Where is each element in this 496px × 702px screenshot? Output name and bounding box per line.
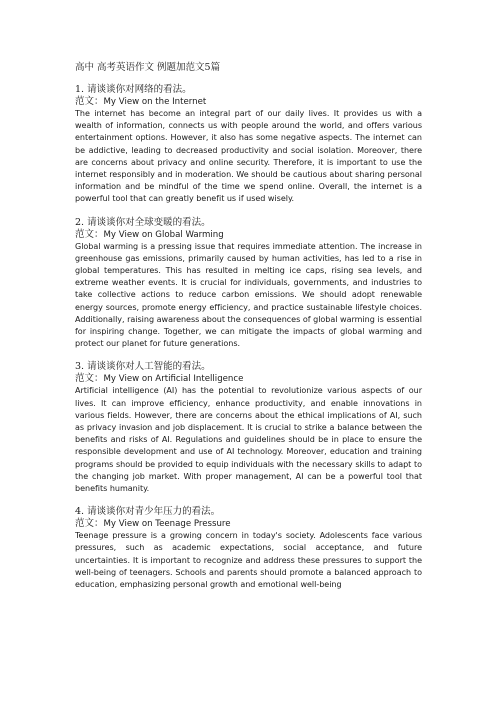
- essay-2: [75, 217, 422, 351]
- essay-heading: [75, 373, 422, 385]
- essay-1: [75, 84, 422, 206]
- essay-heading: [75, 229, 422, 241]
- essay-list: [75, 84, 422, 602]
- fanwen-label: 范文：: [75, 96, 104, 107]
- document-title: 高中 高考英语作文 例题加范文5篇: [75, 62, 221, 73]
- essay-body: Artificial intelligence (AI) has the potential to revolutionize various aspects of our lives. It can improve efficiency, enhance productivity, and enable innovations in various fields. However, there are concerns about the ethical implications of AI, such as privacy invasion and job displacement. It is crucial to strike a balance between the benefits and risks of AI. Regulations and guidelines should be in place to ensure the responsible development and use of AI technology. Moreover, education and training programs should be provided to equip individuals with the necessary skills to adapt to the changing job market. With proper management, AI can be a powerful tool that benefits humanity.: [75, 386, 422, 494]
- essay-question: 2. 请谈谈你对全球变暖的看法。: [75, 216, 211, 228]
- essay-3: [75, 361, 422, 495]
- fanwen-label: 范文：: [75, 228, 104, 240]
- essay-question: 4. 请谈谈你对青少年压力的看法。: [75, 506, 221, 518]
- essay-question: 1. 请谈谈你对网络的看法。: [75, 84, 192, 95]
- fanwen-label: 范文：: [75, 518, 104, 530]
- essay-heading: [75, 96, 422, 108]
- essay-question: 3. 请谈谈你对人工智能的看法。: [75, 361, 211, 373]
- essay-title: My View on Artificial Intelligence: [103, 374, 244, 385]
- essay-body: Teenage pressure is a growing concern in today's society. Adolescents face various pressures, such as academic expectations, social acceptance, and future uncertainties. It is important to recognize and address these pressures to support the well-being of teenagers. Schools and parents should promote a balanced approach to education, emphasizing personal growth and emotional well-being: [75, 531, 422, 590]
- essay-title: My View on the Internet: [103, 97, 207, 107]
- essay-title: My View on Teenage Pressure: [103, 519, 231, 530]
- essay-body: The internet has become an integral part of our daily lives. It provides us with a wealth of information, connects us with people around the world, and offers various entertainment options. However, it also has some negative aspects. The internet can be addictive, leading to decreased productivity and social isolation. Moreover, there are concerns about privacy and online security. Therefore, it is important to use the internet responsibly and in moderation. We should be cautious about sharing personal information and be mindful of the time we spend online. Overall, the internet is a powerful tool that can greatly benefit us if used wisely.: [75, 109, 422, 204]
- essay-heading: [75, 518, 422, 530]
- fanwen-label: 范文：: [75, 373, 104, 385]
- essay-body: Global warming is a pressing issue that requires immediate attention. The increase in greenhouse gas emissions, primarily caused by human activities, has led to a rise in global temperatures. This has resulted in melting ice caps, rising sea levels, and extreme weather events. It is crucial for individuals, governments, and industries to take collective actions to reduce carbon emissions. We should adopt renewable energy sources, promote energy efficiency, and practice sustainable lifestyle choices. Additionally, raising awareness about the consequences of global warming is essential for inspiring change. Together, we can mitigate the impacts of global warming and protect our planet for future generations.: [75, 241, 422, 349]
- essay-title: My View on Global Warming: [103, 229, 224, 240]
- essay-4: [75, 506, 422, 591]
